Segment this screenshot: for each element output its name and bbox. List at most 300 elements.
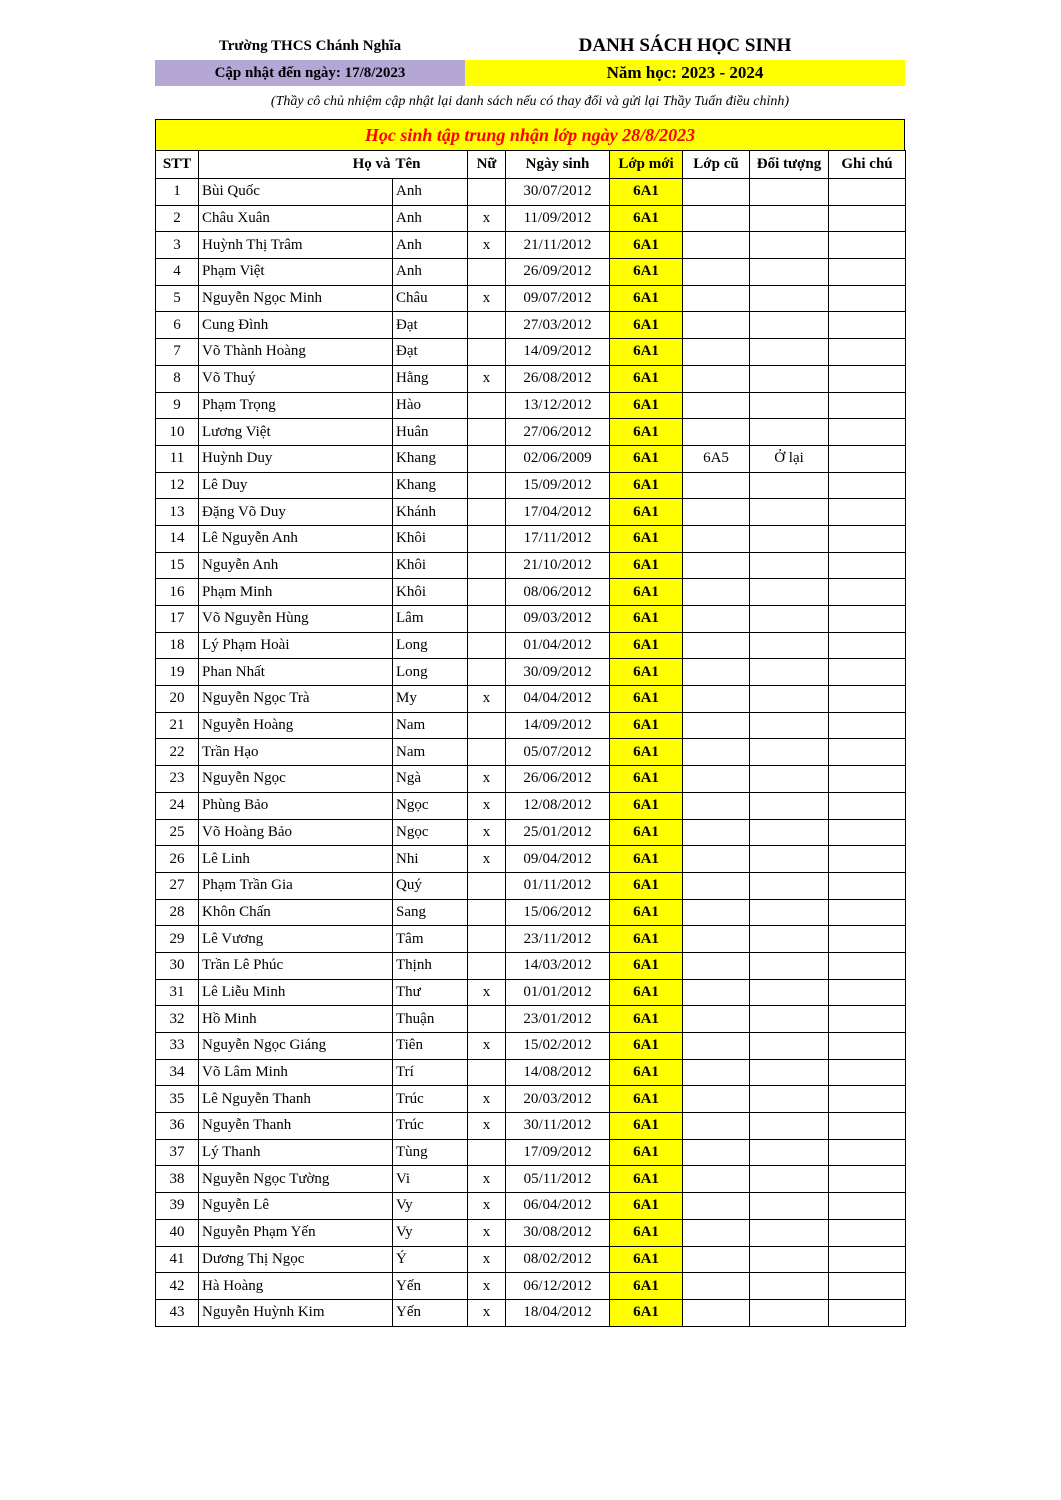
cell-lop-moi: 6A1 [610, 205, 683, 232]
cell-ngay-sinh: 11/09/2012 [506, 205, 610, 232]
cell-ghi-chu [829, 259, 906, 286]
cell-stt: 41 [156, 1246, 199, 1273]
cell-lop-moi: 6A1 [610, 365, 683, 392]
cell-ghi-chu [829, 579, 906, 606]
cell-ho-lot: Hồ Minh [199, 1006, 393, 1033]
cell-lop-cu [683, 472, 750, 499]
cell-nu [468, 1139, 506, 1166]
cell-lop-cu [683, 552, 750, 579]
cell-lop-moi: 6A1 [610, 472, 683, 499]
cell-ten: Quý [393, 872, 468, 899]
cell-lop-cu [683, 392, 750, 419]
cell-ho-lot: Lý Thanh [199, 1139, 393, 1166]
cell-nu: x [468, 285, 506, 312]
cell-ho-lot: Châu Xuân [199, 205, 393, 232]
table-row [156, 899, 906, 926]
cell-ghi-chu [829, 979, 906, 1006]
cell-ghi-chu [829, 472, 906, 499]
cell-nu: x [468, 846, 506, 873]
cell-lop-moi: 6A1 [610, 792, 683, 819]
cell-ghi-chu [829, 392, 906, 419]
cell-ten: Trúc [393, 1113, 468, 1140]
table-row [156, 766, 906, 793]
cell-ho-lot: Phạm Trọng [199, 392, 393, 419]
cell-lop-cu [683, 926, 750, 953]
cell-stt: 16 [156, 579, 199, 606]
cell-nu: x [468, 979, 506, 1006]
cell-doi-tuong [750, 1246, 829, 1273]
cell-ghi-chu [829, 445, 906, 472]
cell-lop-moi: 6A1 [610, 552, 683, 579]
cell-ngay-sinh: 09/03/2012 [506, 606, 610, 633]
cell-nu: x [468, 819, 506, 846]
cell-stt: 17 [156, 606, 199, 633]
cell-ten: Lâm [393, 606, 468, 633]
cell-ghi-chu [829, 712, 906, 739]
cell-ngay-sinh: 13/12/2012 [506, 392, 610, 419]
cell-stt: 9 [156, 392, 199, 419]
cell-ngay-sinh: 14/09/2012 [506, 339, 610, 366]
table-row [156, 1299, 906, 1326]
cell-lop-moi: 6A1 [610, 1193, 683, 1220]
cell-doi-tuong [750, 1166, 829, 1193]
cell-ngay-sinh: 23/11/2012 [506, 926, 610, 953]
cell-doi-tuong [750, 846, 829, 873]
cell-ghi-chu [829, 1033, 906, 1060]
cell-nu [468, 659, 506, 686]
cell-lop-cu [683, 739, 750, 766]
cell-ho-lot: Lý Phạm Hoài [199, 632, 393, 659]
cell-nu: x [468, 205, 506, 232]
cell-nu [468, 952, 506, 979]
cell-nu: x [468, 1193, 506, 1220]
cell-lop-cu: 6A5 [683, 445, 750, 472]
cell-ghi-chu [829, 632, 906, 659]
cell-stt: 30 [156, 952, 199, 979]
cell-lop-moi: 6A1 [610, 926, 683, 953]
cell-ten: Ngọc [393, 819, 468, 846]
table-row [156, 872, 906, 899]
cell-lop-moi: 6A1 [610, 179, 683, 206]
cell-doi-tuong [750, 606, 829, 633]
cell-stt: 24 [156, 792, 199, 819]
cell-lop-moi: 6A1 [610, 1033, 683, 1060]
cell-lop-moi: 6A1 [610, 1006, 683, 1033]
cell-ghi-chu [829, 1299, 906, 1326]
cell-lop-cu [683, 365, 750, 392]
cell-lop-moi: 6A1 [610, 525, 683, 552]
cell-ghi-chu [829, 179, 906, 206]
table-row [156, 1059, 906, 1086]
table-row [156, 632, 906, 659]
cell-ho-lot: Phạm Trần Gia [199, 872, 393, 899]
cell-stt: 3 [156, 232, 199, 259]
cell-ghi-chu [829, 899, 906, 926]
cell-nu: x [468, 1086, 506, 1113]
cell-ngay-sinh: 27/03/2012 [506, 312, 610, 339]
cell-ngay-sinh: 30/08/2012 [506, 1219, 610, 1246]
table-row [156, 686, 906, 713]
cell-ghi-chu [829, 1006, 906, 1033]
table-row [156, 979, 906, 1006]
cell-nu: x [468, 1166, 506, 1193]
cell-ho-lot: Nguyễn Huỳnh Kim [199, 1299, 393, 1326]
cell-lop-moi: 6A1 [610, 819, 683, 846]
cell-nu [468, 339, 506, 366]
cell-stt: 14 [156, 525, 199, 552]
cell-ngay-sinh: 08/06/2012 [506, 579, 610, 606]
cell-ten: Thịnh [393, 952, 468, 979]
cell-doi-tuong [750, 899, 829, 926]
table-row [156, 659, 906, 686]
cell-ten: Trúc [393, 1086, 468, 1113]
cell-doi-tuong [750, 339, 829, 366]
table-row [156, 1246, 906, 1273]
cell-ghi-chu [829, 1059, 906, 1086]
cell-ngay-sinh: 14/09/2012 [506, 712, 610, 739]
cell-ngay-sinh: 23/01/2012 [506, 1006, 610, 1033]
cell-ngay-sinh: 30/11/2012 [506, 1113, 610, 1140]
cell-nu: x [468, 1219, 506, 1246]
cell-doi-tuong [750, 1006, 829, 1033]
table-row [156, 1273, 906, 1300]
table-row [156, 739, 906, 766]
cell-ho-lot: Lê Nguyễn Thanh [199, 1086, 393, 1113]
cell-ho-lot: Nguyễn Ngọc Minh [199, 285, 393, 312]
cell-doi-tuong [750, 579, 829, 606]
cell-doi-tuong [750, 259, 829, 286]
cell-nu: x [468, 365, 506, 392]
cell-lop-moi: 6A1 [610, 259, 683, 286]
table-row [156, 1006, 906, 1033]
cell-lop-cu [683, 766, 750, 793]
cell-stt: 19 [156, 659, 199, 686]
cell-ngay-sinh: 17/09/2012 [506, 1139, 610, 1166]
cell-nu [468, 525, 506, 552]
cell-ghi-chu [829, 339, 906, 366]
cell-nu [468, 312, 506, 339]
cell-ngay-sinh: 30/09/2012 [506, 659, 610, 686]
cell-ghi-chu [829, 686, 906, 713]
cell-ho-lot: Nguyễn Hoàng [199, 712, 393, 739]
cell-ten: Ngọc [393, 792, 468, 819]
cell-ten: Châu [393, 285, 468, 312]
cell-ten: Vy [393, 1219, 468, 1246]
cell-stt: 1 [156, 179, 199, 206]
cell-doi-tuong [750, 179, 829, 206]
cell-ghi-chu [829, 766, 906, 793]
cell-ghi-chu [829, 952, 906, 979]
cell-ten: Long [393, 632, 468, 659]
cell-ngay-sinh: 15/02/2012 [506, 1033, 610, 1060]
cell-doi-tuong [750, 686, 829, 713]
cell-lop-cu [683, 525, 750, 552]
cell-ngay-sinh: 20/03/2012 [506, 1086, 610, 1113]
cell-lop-cu [683, 1006, 750, 1033]
cell-ho-lot: Lê Liễu Minh [199, 979, 393, 1006]
cell-ngay-sinh: 26/08/2012 [506, 365, 610, 392]
table-row [156, 499, 906, 526]
cell-lop-cu [683, 846, 750, 873]
cell-lop-cu [683, 1113, 750, 1140]
cell-lop-moi: 6A1 [610, 1059, 683, 1086]
cell-stt: 32 [156, 1006, 199, 1033]
cell-ngay-sinh: 08/02/2012 [506, 1246, 610, 1273]
cell-lop-cu [683, 579, 750, 606]
cell-stt: 36 [156, 1113, 199, 1140]
cell-lop-cu [683, 205, 750, 232]
col-header-ghi-chu: Ghi chú [829, 151, 906, 179]
cell-ho-lot: Hà Hoàng [199, 1273, 393, 1300]
cell-lop-cu [683, 419, 750, 446]
cell-doi-tuong [750, 419, 829, 446]
cell-ghi-chu [829, 312, 906, 339]
cell-ghi-chu [829, 739, 906, 766]
cell-doi-tuong [750, 1219, 829, 1246]
cell-doi-tuong [750, 499, 829, 526]
cell-nu [468, 472, 506, 499]
cell-stt: 22 [156, 739, 199, 766]
cell-ho-lot: Lê Nguyễn Anh [199, 525, 393, 552]
cell-ghi-chu [829, 525, 906, 552]
cell-ghi-chu [829, 285, 906, 312]
cell-doi-tuong [750, 552, 829, 579]
cell-nu [468, 899, 506, 926]
cell-lop-cu [683, 1086, 750, 1113]
col-header-lop-moi: Lớp mới [610, 151, 683, 179]
cell-ngay-sinh: 17/11/2012 [506, 525, 610, 552]
cell-doi-tuong [750, 739, 829, 766]
table-row [156, 525, 906, 552]
cell-nu: x [468, 1273, 506, 1300]
cell-lop-moi: 6A1 [610, 846, 683, 873]
cell-stt: 39 [156, 1193, 199, 1220]
cell-lop-cu [683, 1166, 750, 1193]
cell-ngay-sinh: 25/01/2012 [506, 819, 610, 846]
cell-stt: 34 [156, 1059, 199, 1086]
cell-ghi-chu [829, 872, 906, 899]
cell-stt: 23 [156, 766, 199, 793]
student-table [155, 150, 906, 1327]
cell-ghi-chu [829, 419, 906, 446]
table-row [156, 312, 906, 339]
cell-stt: 37 [156, 1139, 199, 1166]
table-row [156, 1166, 906, 1193]
cell-nu [468, 632, 506, 659]
cell-doi-tuong [750, 952, 829, 979]
cell-stt: 40 [156, 1219, 199, 1246]
cell-doi-tuong [750, 285, 829, 312]
cell-nu: x [468, 232, 506, 259]
cell-stt: 2 [156, 205, 199, 232]
cell-ten: Yến [393, 1299, 468, 1326]
cell-lop-moi: 6A1 [610, 499, 683, 526]
assembly-banner: Học sinh tập trung nhận lớp ngày 28/8/2023 [155, 119, 905, 150]
cell-stt: 43 [156, 1299, 199, 1326]
cell-ten: Khang [393, 472, 468, 499]
cell-ghi-chu [829, 1219, 906, 1246]
cell-stt: 33 [156, 1033, 199, 1060]
cell-stt: 28 [156, 899, 199, 926]
cell-nu [468, 739, 506, 766]
cell-ngay-sinh: 01/01/2012 [506, 979, 610, 1006]
cell-ngay-sinh: 27/06/2012 [506, 419, 610, 446]
cell-ho-lot: Huỳnh Duy [199, 445, 393, 472]
cell-ten: Đạt [393, 312, 468, 339]
cell-lop-cu [683, 659, 750, 686]
cell-ngay-sinh: 05/11/2012 [506, 1166, 610, 1193]
table-row [156, 1113, 906, 1140]
cell-nu: x [468, 1299, 506, 1326]
cell-ten: Tùng [393, 1139, 468, 1166]
table-row [156, 232, 906, 259]
cell-ten: Sang [393, 899, 468, 926]
update-date: Cập nhật đến ngày: 17/8/2023 [155, 60, 465, 86]
cell-ten: Nhi [393, 846, 468, 873]
cell-ghi-chu [829, 499, 906, 526]
cell-ten: Anh [393, 205, 468, 232]
cell-doi-tuong [750, 1273, 829, 1300]
cell-ten: Nam [393, 712, 468, 739]
table-row [156, 926, 906, 953]
cell-ten: Ý [393, 1246, 468, 1273]
cell-doi-tuong [750, 205, 829, 232]
cell-ho-lot: Võ Hoàng Bảo [199, 819, 393, 846]
cell-stt: 8 [156, 365, 199, 392]
cell-lop-moi: 6A1 [610, 1246, 683, 1273]
cell-stt: 31 [156, 979, 199, 1006]
cell-nu [468, 179, 506, 206]
cell-nu [468, 872, 506, 899]
col-header-ten: Tên [393, 151, 468, 179]
cell-ho-lot: Lương Việt [199, 419, 393, 446]
cell-ten: Khánh [393, 499, 468, 526]
cell-nu [468, 712, 506, 739]
school-year: Năm học: 2023 - 2024 [465, 60, 905, 86]
table-row [156, 392, 906, 419]
table-row [156, 552, 906, 579]
cell-ten: Vy [393, 1193, 468, 1220]
cell-lop-moi: 6A1 [610, 419, 683, 446]
cell-doi-tuong [750, 712, 829, 739]
cell-nu [468, 926, 506, 953]
cell-lop-moi: 6A1 [610, 1086, 683, 1113]
cell-lop-cu [683, 1273, 750, 1300]
col-header-doi-tuong: Đối tượng [750, 151, 829, 179]
cell-lop-cu [683, 712, 750, 739]
cell-lop-moi: 6A1 [610, 285, 683, 312]
cell-stt: 15 [156, 552, 199, 579]
cell-ho-lot: Lê Duy [199, 472, 393, 499]
cell-lop-moi: 6A1 [610, 1166, 683, 1193]
cell-ten: Yến [393, 1273, 468, 1300]
cell-ghi-chu [829, 792, 906, 819]
cell-doi-tuong [750, 232, 829, 259]
cell-doi-tuong [750, 1033, 829, 1060]
cell-lop-cu [683, 872, 750, 899]
table-row [156, 819, 906, 846]
cell-ten: Thư [393, 979, 468, 1006]
cell-ho-lot: Khôn Chấn [199, 899, 393, 926]
cell-nu: x [468, 1113, 506, 1140]
cell-ho-lot: Nguyễn Lê [199, 1193, 393, 1220]
cell-ngay-sinh: 26/09/2012 [506, 259, 610, 286]
table-body [156, 179, 906, 1327]
table-row [156, 339, 906, 366]
cell-stt: 27 [156, 872, 199, 899]
cell-stt: 38 [156, 1166, 199, 1193]
cell-lop-moi: 6A1 [610, 686, 683, 713]
cell-ghi-chu [829, 205, 906, 232]
cell-lop-cu [683, 952, 750, 979]
table-row [156, 792, 906, 819]
cell-ngay-sinh: 09/07/2012 [506, 285, 610, 312]
cell-doi-tuong [750, 472, 829, 499]
cell-stt: 25 [156, 819, 199, 846]
cell-ten: Khang [393, 445, 468, 472]
cell-ngay-sinh: 21/10/2012 [506, 552, 610, 579]
cell-lop-moi: 6A1 [610, 1113, 683, 1140]
cell-ten: Khôi [393, 525, 468, 552]
col-header-ngay-sinh: Ngày sinh [506, 151, 610, 179]
cell-ten: Khôi [393, 552, 468, 579]
cell-doi-tuong [750, 659, 829, 686]
cell-ngay-sinh: 05/07/2012 [506, 739, 610, 766]
cell-ten: Long [393, 659, 468, 686]
cell-ten: Anh [393, 259, 468, 286]
cell-ngay-sinh: 12/08/2012 [506, 792, 610, 819]
cell-doi-tuong: Ở lại [750, 445, 829, 472]
cell-nu [468, 392, 506, 419]
table-row [156, 259, 906, 286]
col-header-ho: Họ và [199, 151, 393, 179]
cell-lop-cu [683, 1193, 750, 1220]
cell-ho-lot: Nguyễn Ngọc Tường [199, 1166, 393, 1193]
instruction-note: (Thầy cô chủ nhiệm cập nhật lại danh sách nếu có thay đổi và gửi lại Thầy Tuấn điều chỉnh) [270, 94, 790, 109]
cell-ho-lot: Huỳnh Thị Trâm [199, 232, 393, 259]
cell-lop-moi: 6A1 [610, 899, 683, 926]
table-row [156, 179, 906, 206]
cell-lop-moi: 6A1 [610, 659, 683, 686]
cell-doi-tuong [750, 819, 829, 846]
cell-ngay-sinh: 30/07/2012 [506, 179, 610, 206]
cell-lop-cu [683, 232, 750, 259]
cell-lop-moi: 6A1 [610, 1273, 683, 1300]
cell-doi-tuong [750, 392, 829, 419]
cell-stt: 42 [156, 1273, 199, 1300]
cell-ghi-chu [829, 1086, 906, 1113]
table-row [156, 712, 906, 739]
cell-doi-tuong [750, 365, 829, 392]
cell-doi-tuong [750, 872, 829, 899]
cell-lop-moi: 6A1 [610, 392, 683, 419]
cell-ngay-sinh: 14/08/2012 [506, 1059, 610, 1086]
cell-ho-lot: Dương Thị Ngọc [199, 1246, 393, 1273]
cell-doi-tuong [750, 766, 829, 793]
cell-lop-moi: 6A1 [610, 1299, 683, 1326]
table-row [156, 1219, 906, 1246]
cell-lop-cu [683, 899, 750, 926]
cell-ngay-sinh: 14/03/2012 [506, 952, 610, 979]
table-row [156, 952, 906, 979]
col-header-lop-cu: Lớp cũ [683, 151, 750, 179]
table-row [156, 419, 906, 446]
cell-doi-tuong [750, 1139, 829, 1166]
cell-stt: 7 [156, 339, 199, 366]
cell-lop-cu [683, 686, 750, 713]
cell-ten: Tâm [393, 926, 468, 953]
cell-ho-lot: Đặng Võ Duy [199, 499, 393, 526]
